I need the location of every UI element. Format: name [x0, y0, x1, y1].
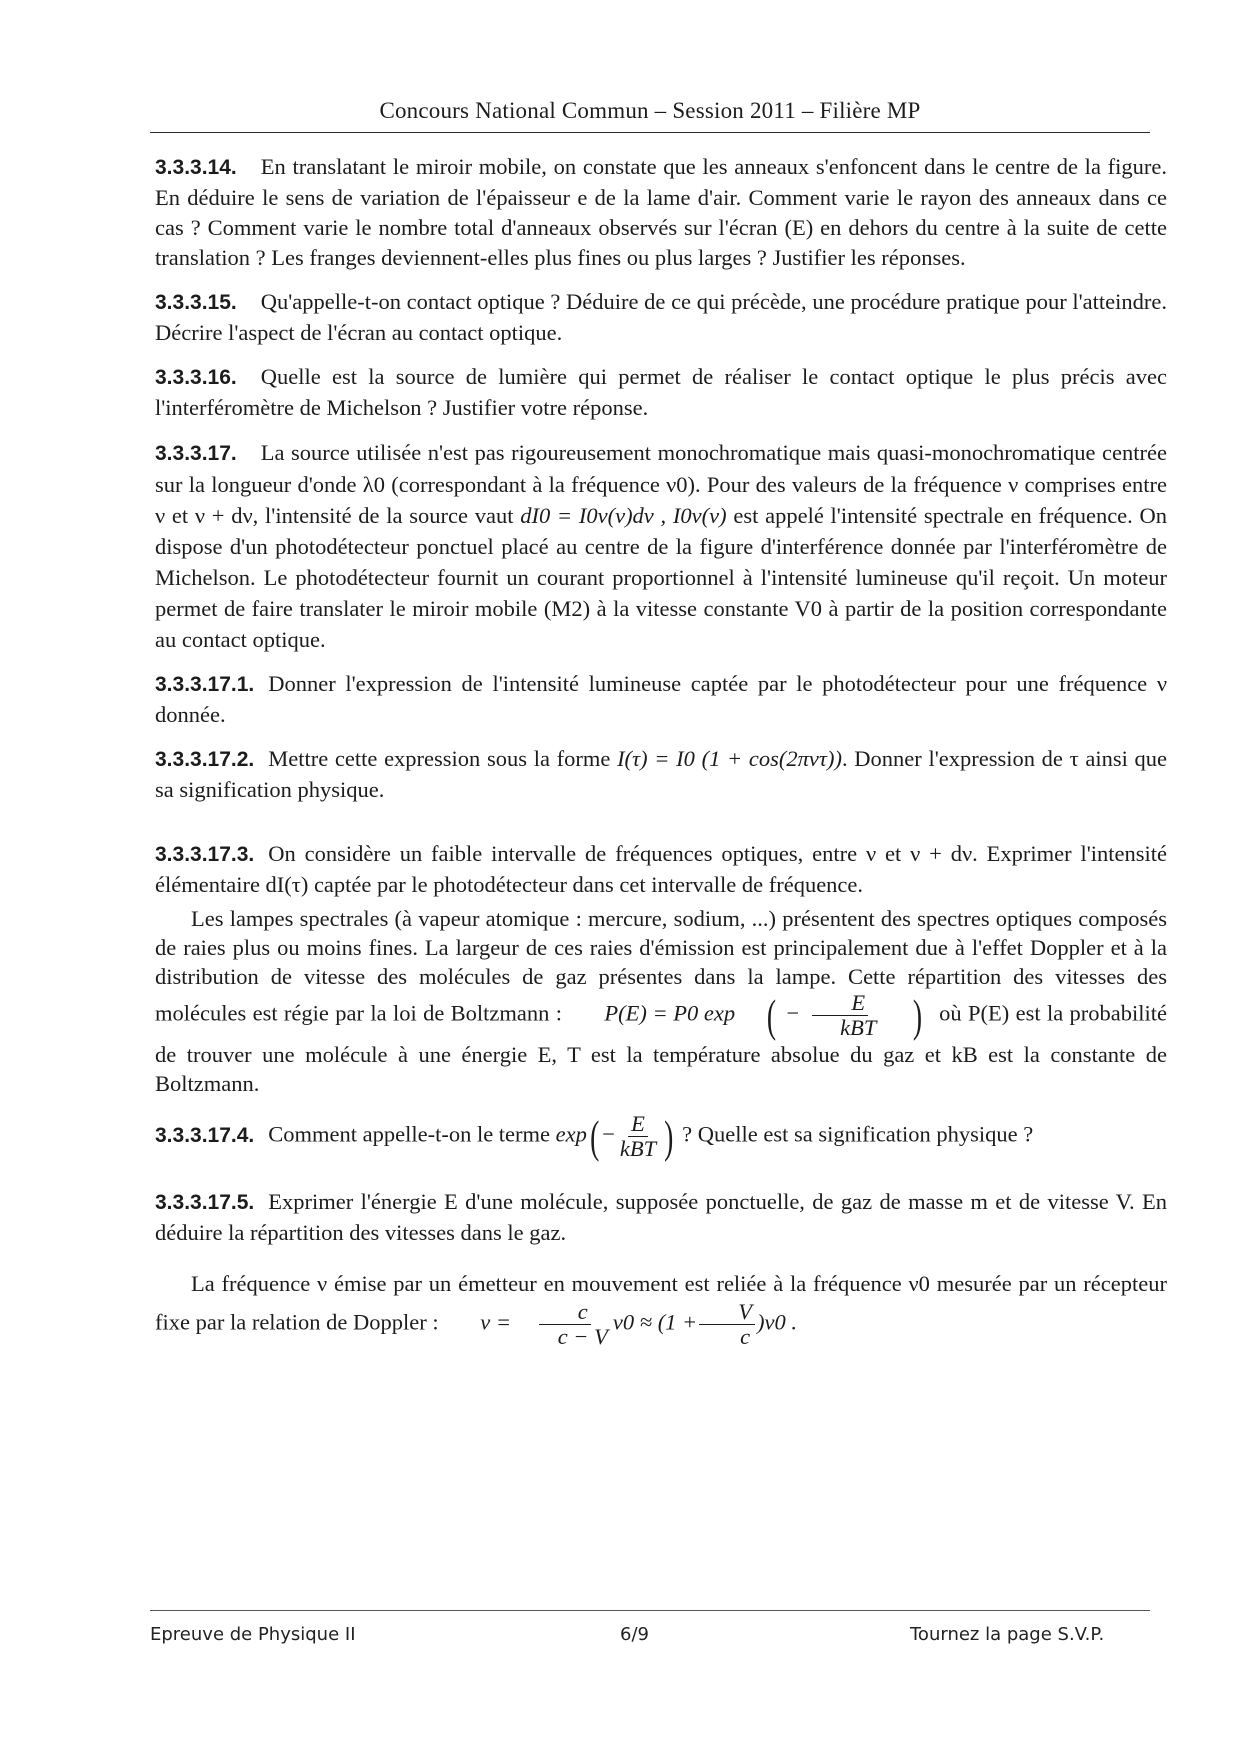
question-number: 3.3.3.16. — [155, 366, 237, 389]
fraction-denominator: c − V — [557, 1324, 608, 1349]
fraction-2 — [699, 1300, 755, 1349]
question-number: 3.3.3.17.2. — [155, 748, 255, 771]
header-rule — [150, 132, 1150, 133]
question-text: Quelle est la source de lumière qui permet de réaliser le contact optique le plus précis avec l'interféromètre de Michelson ? Justifier votre réponse. — [155, 364, 1167, 420]
question-text: Mettre cette expression sous la forme — [268, 746, 611, 771]
question-number: 3.3.3.17.3. — [155, 843, 255, 866]
question-text: En translatant le miroir mobile, on constate que les anneaux s'enfoncent dans le centre de la figure. En déduire le sens de variation de l'épaisseur e de la lame d'air. Comment varie le rayon des anneaux dans ce cas ? Comment varie le nombre total d'anneaux observés sur l'écran (E) en dehors du centre à la suite de cette translation ? Les franges deviennent-elles plus fines ou plus larges ? Justifier les réponses. — [155, 154, 1167, 270]
question-text: On considère un faible intervalle de fréquences optiques, entre ν et ν + dν. Exprimer l'intensité élémentaire dI(τ) captée par le photodétecteur dans cet intervalle de fréquence. — [155, 841, 1167, 897]
page-body — [155, 152, 1167, 1363]
formula-mid: ν0 ≈ (1 + — [612, 1309, 698, 1335]
boltzmann-formula: P(E) = P0 exp ( − $\frac{E}{\text{kBT}}$ ) — [604, 989, 923, 1041]
paragraph-text: Les lampes spectrales (à vapeur atomique : mercure, sodium, ...) présentent des spectres optiques composés de raies plus ou moins fines. La largeur de ces raies d'émission est principalement due à l'effet Doppler et à la distribution de vitesse des molécules de gaz présentes dans la lampe. Cette répartition des vitesses des molécules est régie par la loi de Boltzmann : — [155, 906, 1167, 1026]
question-text: Donner l'expression de l'intensité lumineuse captée par le photodétecteur pour une fréquence ν donnée. — [155, 671, 1167, 727]
formula-lhs: ν = — [480, 1309, 512, 1335]
fraction-numerator: E — [628, 1112, 648, 1137]
fraction-denominator: c — [740, 1324, 751, 1349]
question-text: Qu'appelle-t-on contact optique ? Déduire de ce qui précède, une procédure pratique pour l'atteindre. Décrire l'aspect de l'écran au contact optique. — [155, 289, 1167, 345]
question-text-continued: ? Quelle est sa signification physique ? — [682, 1121, 1034, 1147]
formula-end: )ν0 . — [757, 1309, 797, 1335]
question-text-continued: . Donner l'expression de τ ainsi que sa signification physique. — [155, 746, 1168, 802]
question-3-3-3-17-3 — [155, 839, 1167, 900]
fraction-numerator: c — [539, 1300, 591, 1325]
paragraph-text: La fréquence ν émise par un émetteur en mouvement est reliée à la fréquence ν0 mesurée par un récepteur fixe par la relation de Doppler : — [155, 1271, 1167, 1335]
fraction — [617, 1112, 659, 1161]
question-3-3-3-16 — [155, 362, 1167, 423]
question-3-3-3-14 — [155, 152, 1167, 273]
question-3-3-3-15 — [155, 287, 1167, 348]
paragraph-lampes-spectrales — [155, 904, 1167, 1098]
question-text: Exprimer l'énergie E d'une molécule, supposée ponctuelle, de gaz de masse m et de vitesse V. En déduire la répartition des vitesses dans le gaz. — [155, 1189, 1167, 1245]
question-number: 3.3.3.14. — [155, 156, 237, 179]
question-3-3-3-17-2 — [155, 744, 1167, 805]
intensity-formula: dI0 = I0ν(ν)dν , I0ν(ν) — [520, 503, 727, 528]
fraction-1 — [519, 1300, 611, 1349]
left-paren: ( — [589, 1110, 600, 1162]
formula-lhs: exp — [555, 1121, 587, 1147]
footer-page-number: 6/9 — [620, 1624, 649, 1645]
fraction-numerator: V — [699, 1300, 755, 1325]
question-number: 3.3.3.17.4. — [155, 1123, 255, 1147]
page-header: Concours National Commun – Session 2011 – Filière MP — [379, 98, 921, 123]
question-number: 3.3.3.17. — [155, 442, 237, 465]
boltzmann-factor-formula: exp( − $\frac{E}{\text{kBT}}$ ) — [555, 1110, 674, 1162]
footer-exam-name: Epreuve de Physique II — [150, 1624, 356, 1645]
question-3-3-3-17 — [155, 437, 1167, 655]
left-paren: ( — [767, 989, 777, 1041]
formula-lhs: P(E) = P0 exp — [604, 1000, 736, 1026]
doppler-formula — [444, 1300, 797, 1349]
footer-rule — [150, 1610, 1150, 1611]
footer-turn-page: Tournez la page S.V.P. — [910, 1624, 1105, 1645]
question-3-3-3-17-5 — [155, 1187, 1167, 1248]
fraction — [801, 991, 879, 1040]
fraction-denominator: kBT — [840, 1015, 877, 1040]
question-number: 3.3.3.17.5. — [155, 1191, 255, 1214]
paragraph-text-continued: où P(E) est la probabilité de trouver une molécule à une énergie E, T est la température absolue du gaz et kB est la constante de Boltzmann. — [155, 1000, 1168, 1096]
right-paren: ) — [913, 989, 923, 1041]
question-number: 3.3.3.15. — [155, 291, 237, 314]
fraction-denominator: kBT — [619, 1136, 657, 1161]
intensity-cos-formula: I(τ) = I0 (1 + cos(2πντ)) — [617, 746, 842, 771]
question-3-3-3-17-4 — [155, 1112, 1167, 1161]
question-number: 3.3.3.17.1. — [155, 673, 255, 696]
question-text: La source utilisée n'est pas rigoureusement monochromatique mais quasi-monochromatique centrée sur la longueur d'onde λ0 (correspondant à la fréquence ν0). Pour des valeurs de la fréquence ν comprises entre ν et ν + dν, l'intensité de la source vaut — [155, 440, 1167, 528]
fraction-numerator: E — [812, 991, 868, 1016]
question-text-continued: est appelé l'intensité spectrale en fréquence. On dispose d'un photodétecteur ponctuel placé au centre de la figure d'interférence donnée par l'interféromètre de Michelson. Le photodétecteur fournit un courant proportionnel à l'intensité lumineuse qu'il reçoit. Un moteur permet de faire translater le miroir mobile (M2) à la vitesse constante V0 à partir de la position correspondante au contact optique. — [155, 503, 1168, 652]
question-3-3-3-17-1 — [155, 669, 1167, 730]
question-text: Comment appelle-t-on le terme — [268, 1121, 551, 1147]
right-paren: ) — [664, 1110, 674, 1162]
paragraph-doppler — [155, 1268, 1167, 1349]
